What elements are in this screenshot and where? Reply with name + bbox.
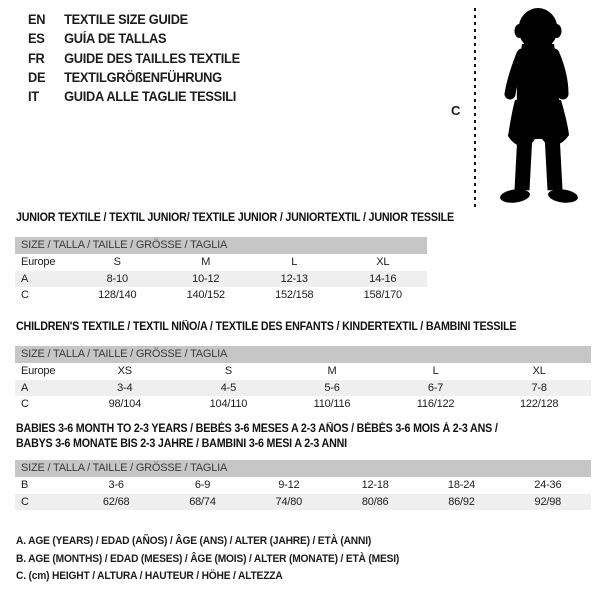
- table-cell: 122/128: [519, 398, 559, 410]
- table-cell: 128/140: [98, 289, 137, 301]
- language-title: GUIDA ALLE TAGLIE TESSILI: [64, 89, 237, 105]
- language-title: TEXTILGRÖßENFÜHRUNG: [64, 69, 222, 85]
- language-code: IT: [28, 89, 39, 105]
- row-label: C: [21, 398, 29, 410]
- table-cell: 86/92: [448, 495, 475, 508]
- table-cell: XL: [532, 365, 546, 377]
- row-label: C: [21, 289, 29, 301]
- table-cell: 98/104: [108, 398, 142, 410]
- table-row: [15, 363, 591, 380]
- table-cell: 62/68: [102, 495, 130, 508]
- table-cell: 74/80: [275, 495, 303, 508]
- table-cell: 3-6: [108, 479, 124, 491]
- table-title-line: JUNIOR TEXTILE / TEXTIL JUNIOR/ TEXTILE JUNIOR / JUNIORTEXTIL / JUNIOR TESSILE: [16, 212, 454, 224]
- toddler-silhouette-icon: [486, 4, 596, 214]
- table-cell: 140/152: [186, 289, 225, 301]
- table-cell: 3-4: [117, 381, 133, 394]
- table-cell: 116/122: [416, 398, 455, 410]
- height-dashed-line: [474, 8, 476, 209]
- size-header-bar: SIZE / TALLA / TAILLE / GRÖSSE / TAGLIA: [15, 460, 591, 477]
- table-cell: L: [432, 365, 439, 377]
- table-cell: 18-24: [447, 479, 476, 491]
- table-cell: 7-8: [531, 381, 547, 394]
- table-cell: 12-18: [361, 479, 389, 491]
- table-cell: 152/158: [275, 289, 314, 301]
- language-title: GUIDE DES TAILLES TEXTILE: [64, 50, 240, 66]
- row-label: B: [21, 479, 29, 491]
- table-cell: 4-5: [220, 381, 237, 394]
- table-cell: 9-12: [278, 479, 300, 491]
- row-label: A: [21, 272, 29, 285]
- language-list: [28, 10, 251, 106]
- table-row: [15, 477, 591, 494]
- language-code: FR: [28, 50, 45, 66]
- table-title: [16, 320, 516, 335]
- table-cell: M: [201, 256, 211, 268]
- table-cell: 5-6: [324, 381, 340, 394]
- table-cell: XL: [376, 256, 390, 268]
- footnote-line: B. AGE (MONTHS) / EDAD (MESES) / ÂGE (MOIS) / ALTER (MONATE) / ETÀ (MESI): [16, 552, 400, 565]
- table-cell: 68/74: [189, 495, 216, 508]
- table-cell: 8-10: [106, 272, 128, 285]
- row-label: Europe: [21, 256, 56, 268]
- table-row: [15, 380, 591, 397]
- footnote-line: A. AGE (YEARS) / EDAD (AÑOS) / ÂGE (ANS) / ALTER (JAHRE) / ETÀ (ANNI): [16, 535, 372, 547]
- size-table: [15, 237, 427, 304]
- table-cell: 92/98: [534, 495, 562, 508]
- table-cell: 110/116: [313, 398, 351, 410]
- table-cell: 104/110: [209, 398, 248, 410]
- table-cell: 10-12: [192, 272, 220, 285]
- table-title-line: BABYS 3-6 MONATE BIS 2-3 JAHRE / BAMBINI 3-6 MESI A 2-3 ANNI: [16, 437, 347, 450]
- table-title-line: BABIES 3-6 MONTH TO 2-3 YEARS / BEBÉS 3-6 MESES A 2-3 AÑOS / BÉBÉS 3-6 MOIS À 2-3 ANS /: [16, 423, 498, 435]
- language-code: EN: [28, 12, 46, 27]
- size-table: [15, 346, 591, 413]
- language-code: ES: [28, 31, 45, 47]
- table-row: [15, 271, 427, 288]
- footnotes: [16, 533, 428, 586]
- table-cell: 24-36: [534, 479, 562, 491]
- language-title: GUÍA DE TALLAS: [64, 31, 167, 47]
- language-row: [28, 68, 240, 87]
- language-row: [28, 87, 240, 106]
- table-cell: M: [327, 365, 337, 377]
- table-title: [16, 211, 454, 226]
- table-title-line: CHILDREN'S TEXTILE / TEXTIL NIÑO/A / TEXTILE DES ENFANTS / KINDERTEXTIL / BAMBINI TESSILE: [16, 321, 517, 333]
- table-cell: XS: [117, 365, 132, 377]
- language-row: [28, 49, 240, 68]
- table-cell: 158/170: [363, 289, 402, 301]
- table-cell: 14-16: [369, 272, 397, 285]
- row-label: Europe: [21, 365, 56, 377]
- size-header-bar: SIZE / TALLA / TAILLE / GRÖSSE / TAGLIA: [15, 237, 427, 254]
- table-cell: S: [113, 256, 121, 268]
- language-row: [28, 10, 240, 29]
- height-measure-label: C: [451, 103, 461, 118]
- footnote-line: C. (cm) HEIGHT / ALTURA / HAUTEUR / HÖHE / ALTEZZA: [16, 570, 283, 583]
- table-cell: 6-7: [427, 381, 444, 394]
- row-label: A: [21, 381, 29, 394]
- table-title: [16, 422, 498, 451]
- table-cell: 80/86: [361, 495, 389, 508]
- table-row: [15, 287, 427, 304]
- size-table: [15, 460, 591, 510]
- table-cell: 6-9: [194, 479, 211, 491]
- language-code: DE: [28, 69, 46, 85]
- table-cell: 12-13: [280, 272, 308, 285]
- table-cell: S: [224, 365, 232, 377]
- row-label: C: [21, 495, 29, 508]
- table-row: [15, 396, 591, 413]
- table-row: [15, 494, 591, 511]
- table-cell: L: [291, 256, 298, 268]
- table-row: [15, 254, 427, 271]
- language-title: TEXTILE SIZE GUIDE: [64, 12, 188, 27]
- size-header-bar: SIZE / TALLA / TAILLE / GRÖSSE / TAGLIA: [15, 346, 591, 363]
- language-row: [28, 29, 240, 48]
